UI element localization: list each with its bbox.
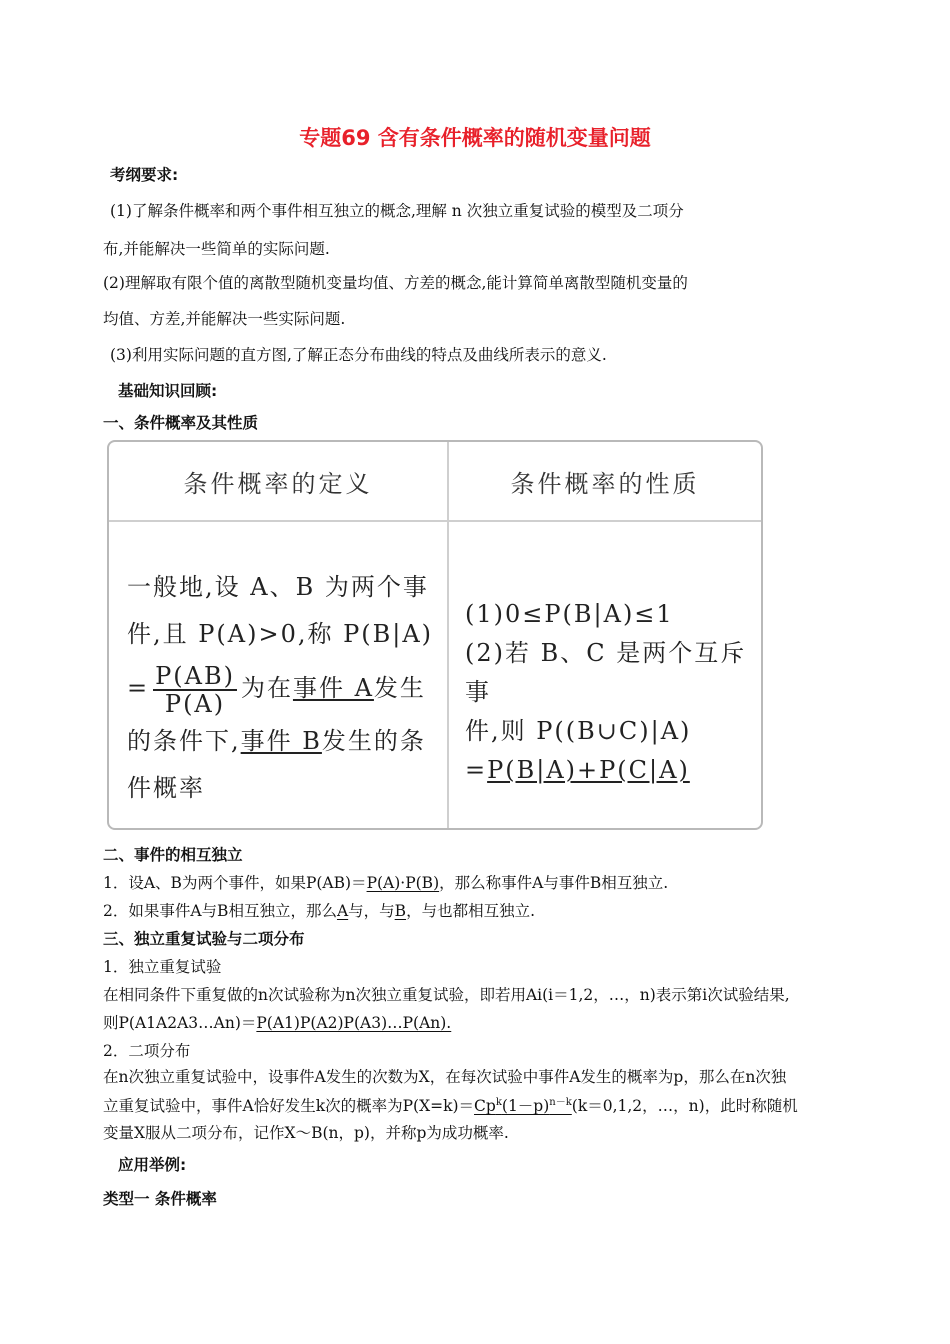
- binomial-sup-k: k: [495, 1097, 502, 1108]
- section2-line2-post: ，与也都相互独立.: [406, 902, 535, 920]
- property-line-2: (2)若 B、C 是两个互斥事: [465, 639, 747, 706]
- type1-heading: 类型一 条件概率: [103, 1190, 217, 1208]
- table-header-definition: 条件概率的定义: [183, 470, 373, 498]
- section3-sub1: 1．独立重复试验: [103, 958, 222, 976]
- section3-heading: 三、独立重复试验与二项分布: [103, 930, 305, 948]
- definition-line-3: [127, 658, 437, 718]
- fraction-numerator: P(AB): [155, 661, 235, 690]
- outline-heading: 考纲要求:: [110, 166, 179, 184]
- section2-heading: 二、事件的相互独立: [103, 846, 243, 864]
- section3-p2-line3: 变量X服从二项分布，记作X～B(n，p)，并称p为成功概率.: [103, 1124, 509, 1142]
- properties-cell: [465, 595, 755, 790]
- page-title: 专题69 含有条件概率的随机变量问题: [299, 126, 651, 150]
- section2-line1-underlined: P(A)·P(B): [366, 874, 440, 892]
- section2-line1: [103, 871, 668, 893]
- outline-item1-line1: (1)了解条件概率和两个事件相互独立的概念,理解 n 次独立重复试验的模型及二项分: [110, 202, 684, 220]
- section2-line2-pre: 2．如果事件A与B相互独立，那么: [103, 902, 337, 920]
- definition-line-3-underlined: 事件 A: [292, 674, 374, 702]
- table-header-divider: [109, 520, 761, 522]
- section2-line2-mid: 与，与: [348, 902, 395, 920]
- section3-p1-line2: [103, 1011, 451, 1033]
- section2-line2-underlined-a: A: [336, 902, 349, 920]
- definition-line-4: [127, 718, 437, 765]
- outline-item2-line1: (2)理解取有限个值的离散型随机变量均值、方差的概念,能计算简单离散型随机变量的: [103, 274, 688, 292]
- section3-sub2: 2．二项分布: [103, 1042, 191, 1060]
- section3-p2-line2-pre: 立重复试验中，事件A恰好发生k次的概率为P(X=k)＝: [103, 1097, 475, 1116]
- definition-line-3-post: 发生: [373, 674, 426, 702]
- section3-p1-line2-pre: 则P(A1A2A3…An)＝: [103, 1014, 257, 1032]
- definition-line-2: 件,且 P(A)>0,称 P(B|A): [127, 620, 434, 648]
- examples-heading: 应用举例:: [118, 1156, 187, 1174]
- basics-heading: 基础知识回顾:: [118, 382, 218, 400]
- binomial-sup-nk: n－k: [549, 1097, 572, 1108]
- definition-line-5: 件概率: [127, 774, 205, 802]
- section3-p1-line2-underlined: P(A1)P(A2)P(A3)…P(An).: [256, 1014, 452, 1032]
- property-line-1: (1)0≤P(B|A)≤1: [465, 600, 674, 628]
- section2-line1-post: ，那么称事件A与事件B相互独立.: [439, 874, 669, 892]
- definition-line-1: 一般地,设 A、B 为两个事: [127, 573, 429, 601]
- section2-line2: [103, 899, 535, 921]
- section3-p2-line1: 在n次独立重复试验中，设事件A发生的次数为X，在每次试验中事件A发生的概率为p，那么在n次独: [103, 1068, 787, 1086]
- conditional-probability-table: [107, 440, 763, 830]
- outline-item1-line2: 布,并能解决一些简单的实际问题.: [103, 240, 330, 258]
- definition-line-4-pre: 的条件下,: [127, 727, 241, 755]
- section2-line2-underlined-b: B: [394, 902, 407, 920]
- table-header-properties: 条件概率的性质: [510, 470, 700, 498]
- fraction-denominator: P(A): [164, 689, 226, 718]
- section3-p2-line2: [103, 1093, 798, 1116]
- table-column-divider: [447, 442, 449, 828]
- definition-equals: =: [127, 674, 150, 702]
- binomial-coef: Cp: [474, 1097, 496, 1116]
- binomial-base: (1－p): [501, 1097, 550, 1116]
- property-line-4-pre: =: [465, 756, 488, 784]
- binomial-formula: [474, 1097, 572, 1115]
- definition-fraction: [153, 663, 237, 717]
- property-line-3: 件,则 P((B∪C)|A): [465, 717, 692, 745]
- section1-heading: 一、条件概率及其性质: [103, 414, 259, 432]
- definition-line-4-post: 发生的条: [321, 727, 426, 755]
- property-line-4: [465, 751, 755, 790]
- definition-cell: [127, 564, 437, 812]
- property-line-4-underlined: P(B|A)+P(C|A): [487, 756, 690, 784]
- definition-line-3-pre: 为在: [240, 674, 293, 702]
- section3-p1-line1: 在相同条件下重复做的n次试验称为n次独立重复试验，即若用Ai(i＝1,2，…，n)表示第i次试验结果,: [103, 986, 790, 1004]
- section2-line1-pre: 1．设A、B为两个事件，如果P(AB)＝: [103, 874, 367, 892]
- definition-line-4-underlined: 事件 B: [240, 727, 322, 755]
- outline-item2-line2: 均值、方差,并能解决一些实际问题.: [103, 310, 346, 328]
- outline-item3: (3)利用实际问题的直方图,了解正态分布曲线的特点及曲线所表示的意义.: [110, 346, 607, 364]
- section3-p2-line2-post: (k＝0,1,2，…，n)，此时称随机: [571, 1097, 798, 1116]
